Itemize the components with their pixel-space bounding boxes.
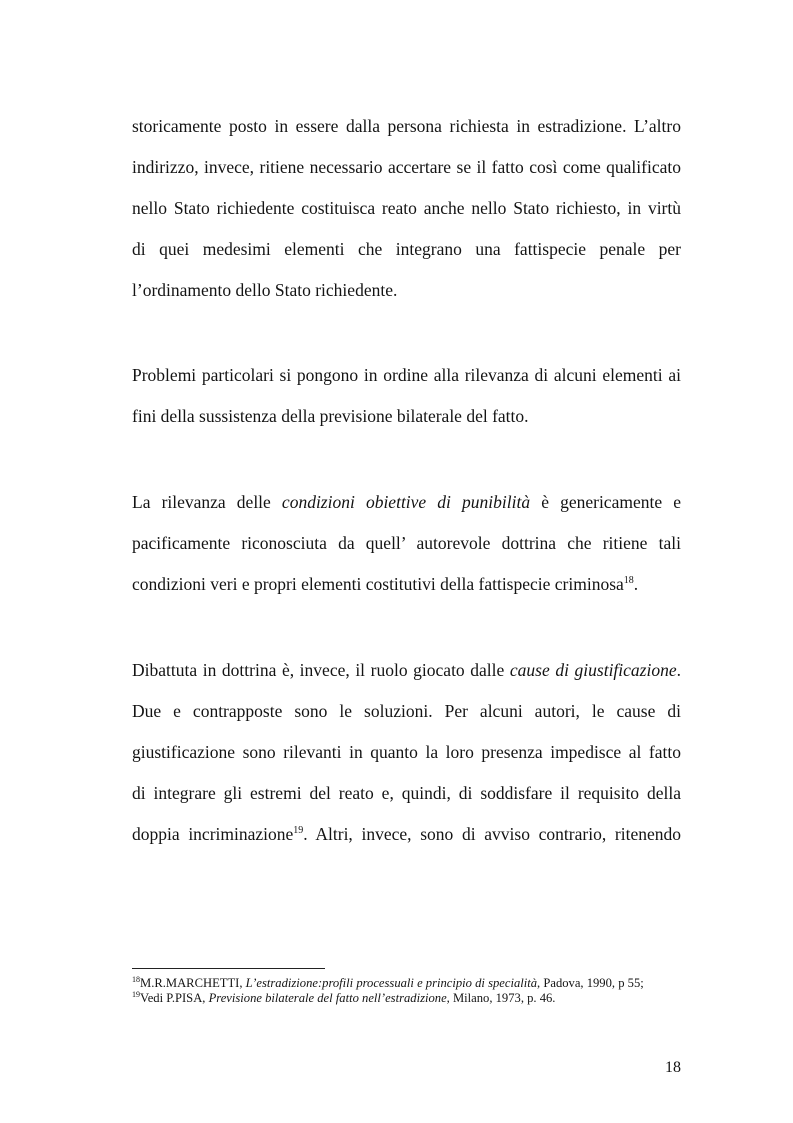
page-number: 18 bbox=[665, 1059, 681, 1076]
text-line: di integrare gli estremi del reato e, quindi, di soddisfare il requisito della bbox=[132, 783, 681, 803]
text-line: nello Stato richiedente costituisca reato anche nello Stato richiesto, in virtù bbox=[132, 198, 681, 218]
footnote-reference[interactable]: 18 bbox=[623, 575, 634, 586]
footnote-number: 19 bbox=[132, 990, 140, 999]
emphasis-term: cause di giustificazione bbox=[509, 660, 677, 680]
text-line: Problemi particolari si pongono in ordine alla rilevanza di alcuni elementi ai bbox=[132, 365, 681, 385]
text-line: storicamente posto in essere dalla persona richiesta in estradizione. L’altro bbox=[132, 116, 681, 136]
text-line: di quei medesimi elementi che integrano una fattispecie penale per bbox=[132, 239, 681, 259]
footnote-reference[interactable]: 19 bbox=[293, 825, 304, 836]
footnote-19: $^{19}$Vedi P.PISA, Previsione bilaterale del fatto nell’estradizione, Milano, 1973, p. 46. bbox=[132, 990, 556, 1005]
text-line: La rilevanza delle condizioni obiettive di punibilità è genericamente e bbox=[132, 492, 681, 512]
text-line: Dibattuta in dottrina è, invece, il ruolo giocato dalle cause di giustificazione. bbox=[132, 660, 681, 680]
text-line: doppia incriminazione$^{19}$. Altri, invece, sono di avviso contrario, ritenendo bbox=[132, 824, 681, 844]
text-line: l’ordinamento dello Stato richiedente. bbox=[132, 280, 398, 300]
text-line: giustificazione sono rilevanti in quanto la loro presenza impedisce al fatto bbox=[132, 742, 681, 762]
text-line: condizioni veri e propri elementi costitutivi della fattispecie criminosa$^{18}$. bbox=[132, 574, 639, 594]
text-line: pacificamente riconosciuta da quell’ autorevole dottrina che ritiene tali bbox=[132, 533, 681, 553]
footnote-number: 18 bbox=[132, 975, 140, 984]
emphasis-term: condizioni obiettive di punibilità bbox=[281, 492, 531, 512]
text-line: Due e contrapposte sono le soluzioni. Per alcuni autori, le cause di bbox=[132, 701, 681, 721]
text-line: indirizzo, invece, ritiene necessario accertare se il fatto così come qualificato bbox=[132, 157, 681, 177]
footnote-18: $^{18}$M.R.MARCHETTI, L’estradizione:profili processuali e principio di specialità, Padova, 1990, p 55; bbox=[132, 975, 644, 990]
text-line: fini della sussistenza della previsione bilaterale del fatto. bbox=[132, 406, 529, 426]
footnote-separator bbox=[132, 968, 325, 969]
